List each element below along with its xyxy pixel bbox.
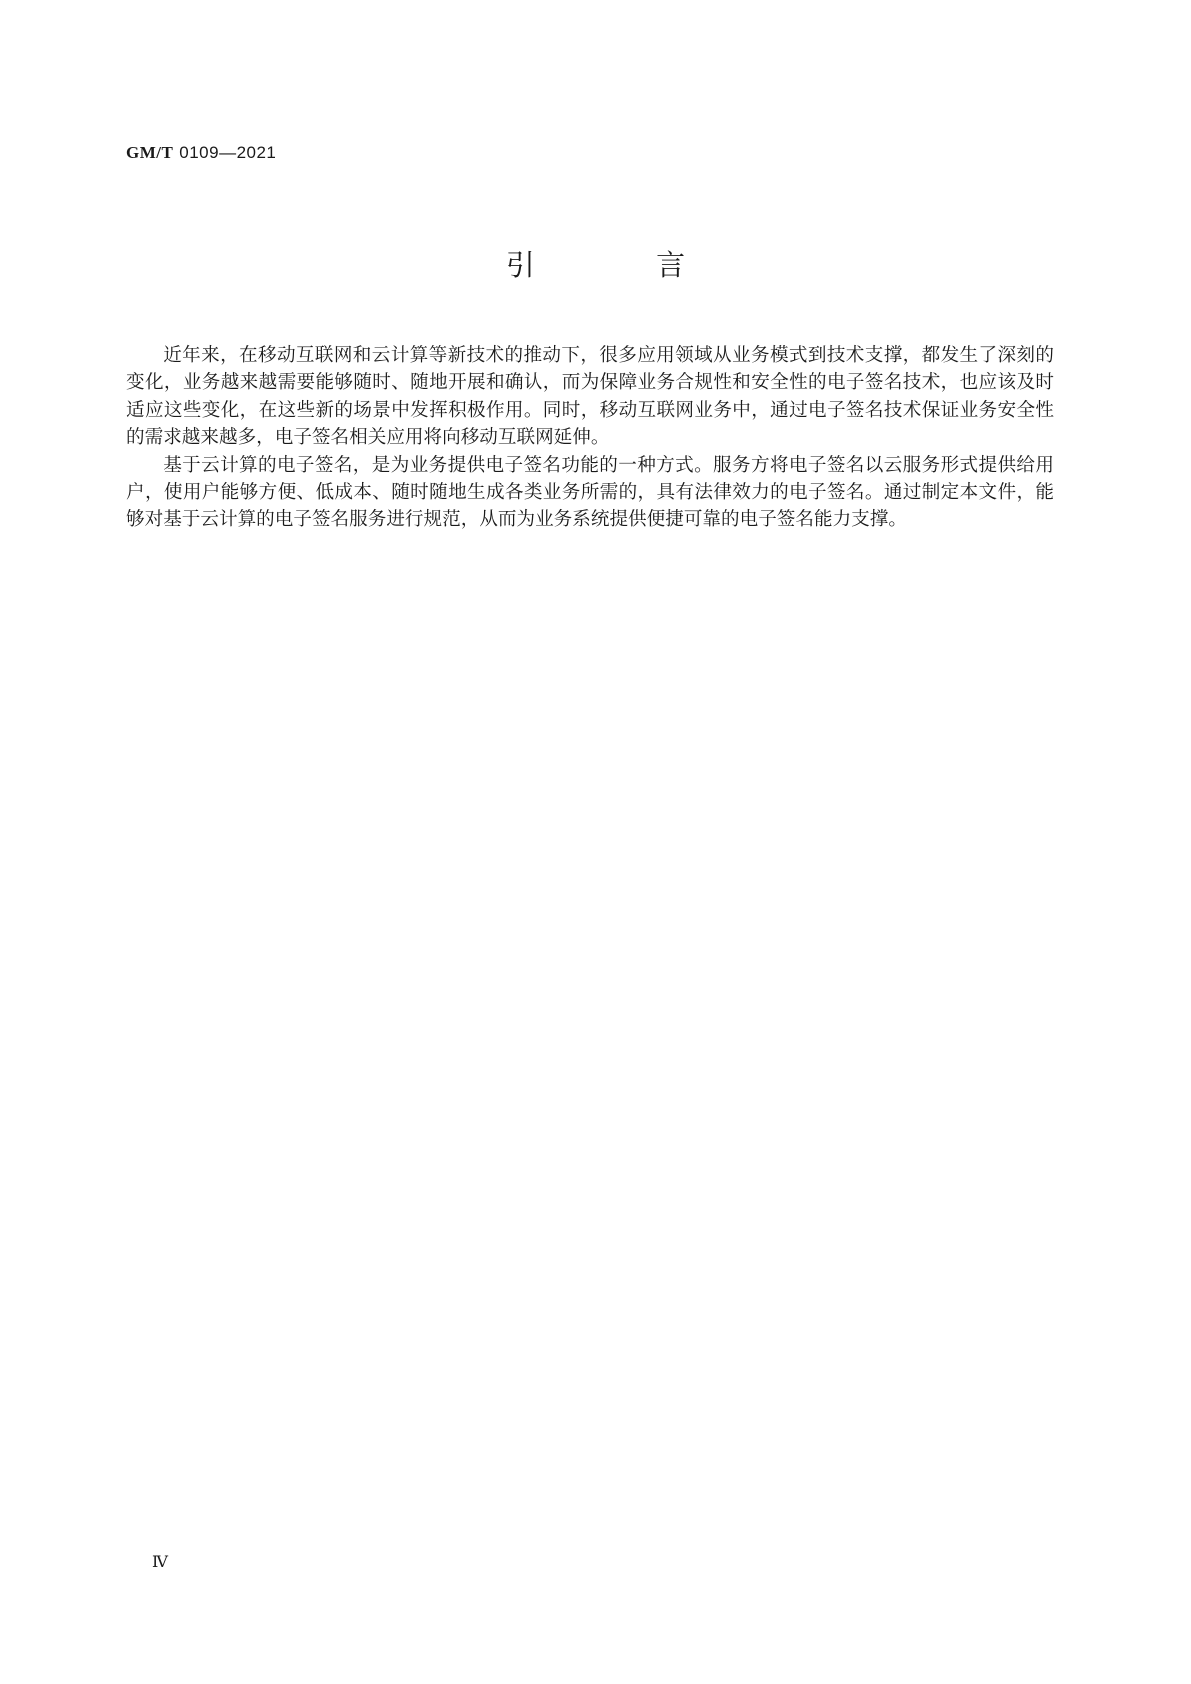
introduction-body bbox=[126, 342, 1054, 534]
standard-code bbox=[126, 143, 276, 163]
section-title: 引 言 bbox=[505, 248, 742, 282]
page-number: Ⅳ bbox=[152, 1554, 168, 1571]
paragraph: 近年来，在移动互联网和云计算等新技术的推动下，很多应用领域从业务模式到技术支撑，都发生了深刻的变化，业务越来越需要能够随时、随地开展和确认，而为保障业务合规性和安全性的电子签名技术，也应该及时适应这些变化，在这些新的场景中发挥积极作用。同时，移动互联网业务中，通过电子签名技术保证业务安全性的需求越来越多，电子签名相关应用将向移动互联网延伸。 bbox=[126, 345, 1054, 449]
standard-number: 0109—2021 bbox=[179, 143, 277, 162]
standard-prefix: GM/T bbox=[126, 143, 174, 162]
paragraph: 基于云计算的电子签名，是为业务提供电子签名功能的一种方式。服务方将电子签名以云服务形式提供给用户，使用户能够方便、低成本、随时随地生成各类业务所需的，具有法律效力的电子签名。通过制定本文件，能够对基于云计算的电子签名服务进行规范，从而为业务系统提供便捷可靠的电子签名能力支撑。 bbox=[126, 454, 1054, 531]
